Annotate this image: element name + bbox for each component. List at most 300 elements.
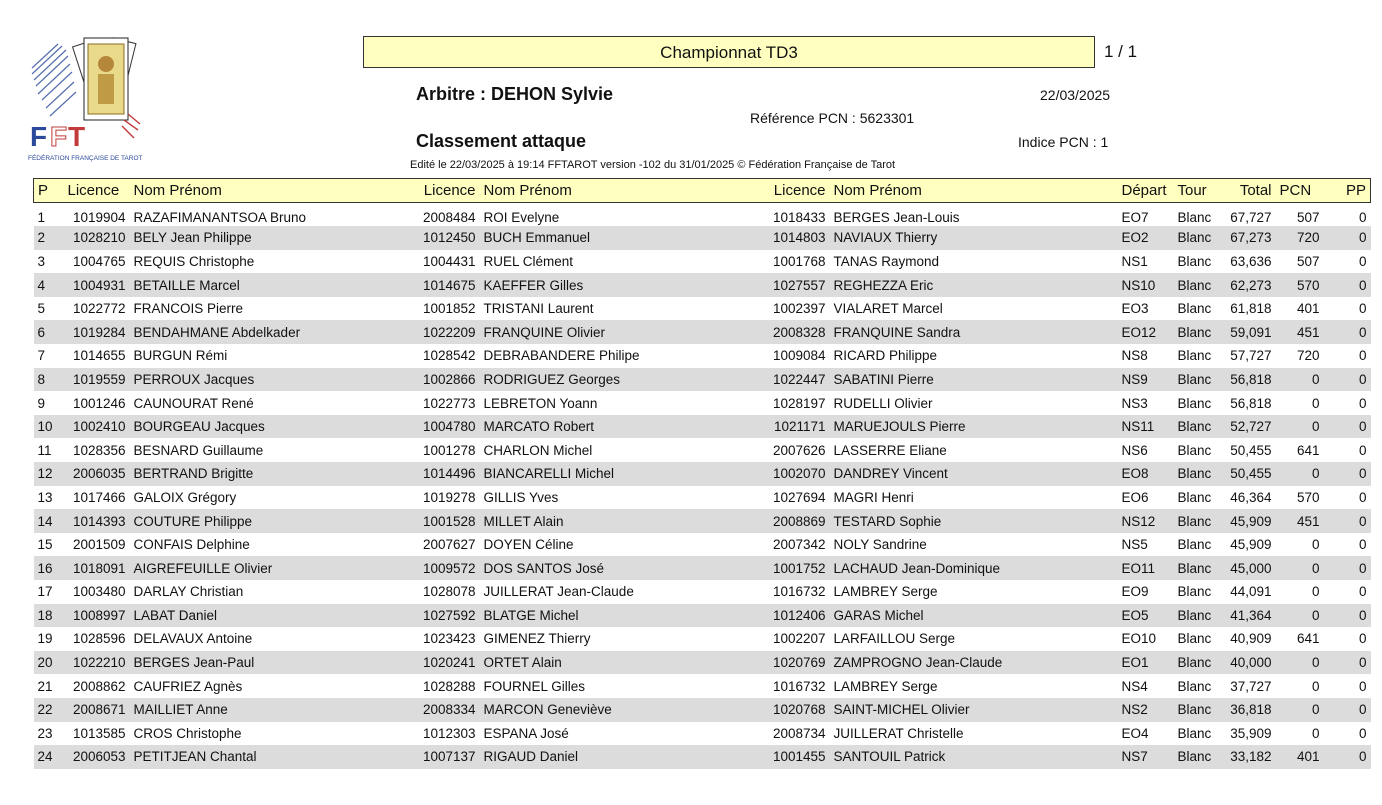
cell-player-3: TESTARD Sophie [833, 513, 942, 529]
cell-tour: Blanc [1177, 513, 1212, 529]
cell-licence-1: 2008671 [72, 702, 126, 718]
cell-rank: 11 [37, 442, 52, 458]
cell-player-1: DARLAY Christian [133, 584, 244, 600]
cell-player-1: COUTURE Philippe [133, 513, 253, 529]
cell-licence-1: 2008862 [72, 678, 126, 694]
cell-depart: NS2 [1121, 702, 1148, 718]
cell-depart: NS3 [1121, 395, 1148, 411]
table-row [34, 722, 1371, 746]
cell-licence-1: 2001509 [72, 537, 126, 553]
column-header-player-2: Nom Prénom [480, 179, 764, 203]
cell-tour: Blanc [1177, 324, 1212, 340]
cell-rank: 19 [37, 631, 53, 647]
column-header-pp: PP [1324, 179, 1371, 203]
cell-licence-3: 1022447 [772, 371, 826, 387]
cell-player-1: GALOIX Grégory [133, 489, 237, 505]
cell-tour: Blanc [1177, 560, 1212, 576]
cell-player-2: MARCON Geneviève [483, 702, 612, 718]
cell-player-1: CROS Christophe [133, 725, 242, 741]
cell-player-2: FOURNEL Gilles [483, 678, 586, 694]
cell-pp: 0 [1358, 702, 1367, 718]
cell-player-1: BOURGEAU Jacques [133, 419, 265, 435]
table-row [34, 344, 1371, 368]
cell-licence-1: 1017466 [72, 489, 126, 505]
cell-tour: Blanc [1177, 277, 1212, 293]
cell-tour: Blanc [1177, 655, 1212, 671]
cell-depart: EO8 [1121, 466, 1149, 482]
cell-licence-1: 1019559 [72, 371, 126, 387]
cell-depart: EO9 [1121, 584, 1149, 600]
cell-player-2: GIMENEZ Thierry [483, 631, 591, 647]
cell-pcn: 0 [1311, 419, 1320, 435]
column-header-depart: Départ [1118, 179, 1174, 203]
cell-total: 61,818 [1230, 301, 1272, 317]
cell-licence-2: 1028078 [422, 584, 476, 600]
cell-depart: NS11 [1121, 419, 1155, 435]
cell-pp: 0 [1358, 348, 1367, 364]
cell-licence-1: 1002410 [72, 419, 126, 435]
cell-pp: 0 [1358, 419, 1367, 435]
cell-licence-1: 1022772 [72, 301, 126, 317]
cell-player-3: GARAS Michel [833, 607, 924, 623]
cell-player-3: JUILLERAT Christelle [833, 725, 964, 741]
cell-licence-3: 1002207 [772, 631, 826, 647]
table-header-row [34, 179, 1371, 203]
cell-licence-2: 1022209 [422, 324, 476, 340]
cell-tour: Blanc [1177, 749, 1212, 765]
column-header-licence-3: Licence [764, 179, 830, 203]
cell-tour: Blanc [1177, 348, 1212, 364]
cell-licence-3: 1016732 [772, 584, 826, 600]
cell-player-1: RAZAFIMANANTSOA Bruno [133, 210, 307, 226]
cell-tour: Blanc [1177, 725, 1212, 741]
cell-pcn: 451 [1296, 324, 1320, 340]
table-row [34, 509, 1371, 533]
table-row [34, 674, 1371, 698]
cell-player-2: KAEFFER Gilles [483, 277, 584, 293]
cell-depart: NS5 [1121, 537, 1148, 553]
cell-rank: 20 [37, 655, 53, 671]
page-title: Championnat TD3 [363, 36, 1095, 68]
cell-licence-3: 1001768 [772, 253, 826, 269]
cell-licence-3: 2007626 [772, 442, 826, 458]
cell-pcn: 507 [1296, 253, 1320, 269]
cell-licence-1: 1028210 [72, 230, 126, 246]
cell-licence-2: 1014675 [422, 277, 476, 293]
cell-pp: 0 [1358, 655, 1367, 671]
cell-pcn: 0 [1311, 395, 1320, 411]
svg-text:F: F [50, 121, 68, 152]
cell-tour: Blanc [1177, 301, 1212, 317]
cell-player-1: BESNARD Guillaume [133, 442, 264, 458]
cell-player-2: RODRIGUEZ Georges [483, 371, 621, 387]
cell-licence-1: 1008997 [72, 607, 126, 623]
cell-licence-2: 1023423 [422, 631, 476, 647]
cell-player-2: CHARLON Michel [483, 442, 593, 458]
cell-player-3: REGHEZZA Eric [833, 277, 934, 293]
table-row [34, 250, 1371, 274]
table-row [34, 486, 1371, 510]
cell-pp: 0 [1358, 489, 1367, 505]
cell-licence-3: 1002397 [772, 301, 826, 317]
cell-pcn: 570 [1296, 277, 1320, 293]
cell-licence-1: 1013585 [72, 725, 126, 741]
cell-depart: EO7 [1121, 210, 1149, 226]
column-header-player-1: Nom Prénom [130, 179, 414, 203]
cell-player-2: LEBRETON Yoann [483, 395, 598, 411]
cell-licence-2: 1019278 [422, 489, 476, 505]
cell-total: 56,818 [1230, 395, 1272, 411]
cell-licence-1: 1022210 [72, 655, 126, 671]
cell-licence-2: 1004431 [422, 253, 476, 269]
cell-player-1: CAUFRIEZ Agnès [133, 678, 243, 694]
cell-depart: NS7 [1121, 749, 1148, 765]
cell-pp: 0 [1358, 230, 1367, 246]
cell-rank: 4 [37, 277, 46, 293]
cell-pp: 0 [1358, 324, 1367, 340]
cell-player-2: FRANQUINE Olivier [483, 324, 606, 340]
cell-rank: 21 [37, 678, 53, 694]
cell-pp: 0 [1358, 210, 1367, 226]
cell-player-1: BELY Jean Philippe [133, 230, 252, 246]
cell-player-3: ZAMPROGNO Jean-Claude [833, 655, 1003, 671]
cell-tour: Blanc [1177, 371, 1212, 387]
cell-licence-2: 1001528 [422, 513, 476, 529]
column-header-tour: Tour [1174, 179, 1226, 203]
cell-depart: EO12 [1121, 324, 1157, 340]
table-row [34, 438, 1371, 462]
cell-rank: 5 [37, 301, 46, 317]
cell-total: 40,000 [1230, 655, 1272, 671]
cell-licence-1: 1014393 [72, 513, 126, 529]
cell-licence-1: 1014655 [72, 348, 126, 364]
cell-pp: 0 [1358, 253, 1367, 269]
cell-depart: NS8 [1121, 348, 1148, 364]
cell-player-3: DANDREY Vincent [833, 466, 948, 482]
cell-depart: EO6 [1121, 489, 1149, 505]
cell-player-2: MILLET Alain [483, 513, 564, 529]
cell-licence-1: 1004931 [72, 277, 126, 293]
cell-total: 50,455 [1230, 466, 1272, 482]
cell-player-3: FRANQUINE Sandra [833, 324, 961, 340]
table-row [34, 651, 1371, 675]
cell-pcn: 401 [1296, 301, 1320, 317]
cell-licence-3: 1018433 [772, 210, 826, 226]
table-row [34, 415, 1371, 439]
edition-note: Edité le 22/03/2025 à 19:14 FFTAROT version -102 du 31/01/2025 © Fédération Française de Tarot [410, 159, 896, 171]
cell-tour: Blanc [1177, 210, 1212, 226]
cell-tour: Blanc [1177, 253, 1212, 269]
cell-licence-3: 2008734 [772, 725, 826, 741]
cell-depart: NS12 [1121, 513, 1156, 529]
cell-licence-3: 1001752 [772, 560, 826, 576]
arbitre-label: Arbitre : DEHON Sylvie [416, 84, 614, 104]
cell-player-3: SAINT-MICHEL Olivier [833, 702, 970, 718]
cell-player-1: AIGREFEUILLE Olivier [133, 560, 273, 576]
cell-player-3: RUDELLI Olivier [833, 395, 933, 411]
report-date: 22/03/2025 [1040, 87, 1111, 103]
cell-pcn: 401 [1296, 749, 1320, 765]
cell-player-2: DOYEN Céline [483, 537, 574, 553]
cell-rank: 22 [37, 702, 53, 718]
pcn-reference: Référence PCN : 5623301 [750, 110, 915, 126]
cell-pp: 0 [1358, 560, 1367, 576]
cell-rank: 14 [37, 513, 53, 529]
cell-pcn: 0 [1311, 607, 1320, 623]
cell-licence-3: 2007342 [772, 537, 826, 553]
cell-licence-2: 1014496 [422, 466, 476, 482]
ranking-title: Classement attaque [416, 131, 587, 151]
column-header-player-3: Nom Prénom [830, 179, 1118, 203]
table-row [34, 203, 1371, 227]
cell-total: 33,182 [1230, 749, 1272, 765]
table-row [34, 627, 1371, 651]
cell-player-2: ROI Evelyne [483, 210, 560, 226]
cell-total: 35,909 [1230, 725, 1272, 741]
table-row [34, 556, 1371, 580]
cell-rank: 18 [37, 607, 53, 623]
cell-pp: 0 [1358, 631, 1367, 647]
cell-licence-3: 1012406 [772, 607, 826, 623]
cell-tour: Blanc [1177, 489, 1212, 505]
column-header-licence-2: Licence [414, 179, 480, 203]
cell-total: 52,727 [1230, 419, 1272, 435]
cell-rank: 16 [37, 560, 53, 576]
cell-licence-3: 1020768 [772, 702, 826, 718]
cell-player-3: TANAS Raymond [833, 253, 940, 269]
table-row [34, 226, 1371, 250]
cell-pp: 0 [1358, 395, 1367, 411]
table-row [34, 391, 1371, 415]
cell-rank: 1 [37, 210, 46, 226]
cell-licence-2: 1028288 [422, 678, 476, 694]
cell-player-3: SABATINI Pierre [833, 371, 934, 387]
column-header-rank: P [34, 179, 64, 203]
table-row [34, 698, 1371, 722]
cell-tour: Blanc [1177, 584, 1212, 600]
cell-total: 40,909 [1230, 631, 1272, 647]
table-row [34, 745, 1371, 769]
column-header-total: Total [1226, 179, 1276, 203]
cell-player-2: BUCH Emmanuel [483, 230, 591, 246]
cell-pcn: 720 [1296, 348, 1320, 364]
cell-total: 59,091 [1230, 324, 1272, 340]
table-row [34, 462, 1371, 486]
cell-tour: Blanc [1177, 631, 1212, 647]
cell-pcn: 0 [1311, 537, 1320, 553]
cell-player-3: MAGRI Henri [833, 489, 914, 505]
cell-player-3: RICARD Philippe [833, 348, 938, 364]
cell-pp: 0 [1358, 678, 1367, 694]
cell-player-1: REQUIS Christophe [133, 253, 255, 269]
cell-total: 37,727 [1230, 678, 1272, 694]
cell-pp: 0 [1358, 277, 1367, 293]
cell-pcn: 0 [1311, 466, 1320, 482]
table-row [34, 580, 1371, 604]
cell-pcn: 507 [1296, 210, 1320, 226]
cell-player-2: RIGAUD Daniel [483, 749, 579, 765]
cell-pp: 0 [1358, 607, 1367, 623]
cell-tour: Blanc [1177, 702, 1212, 718]
cell-player-2: MARCATO Robert [483, 419, 595, 435]
cell-player-3: MARUEJOULS Pierre [833, 419, 966, 435]
cell-licence-2: 1009572 [422, 560, 476, 576]
cell-player-1: PERROUX Jacques [133, 371, 255, 387]
cell-player-1: CAUNOURAT René [133, 395, 254, 411]
cell-rank: 6 [37, 324, 46, 340]
cell-licence-1: 1028596 [72, 631, 126, 647]
cell-total: 44,091 [1230, 584, 1272, 600]
cell-depart: EO11 [1121, 560, 1156, 576]
cell-licence-3: 1021171 [773, 419, 826, 435]
cell-player-1: PETITJEAN Chantal [133, 749, 257, 765]
cell-player-1: BERTRAND Brigitte [133, 466, 254, 482]
cell-player-3: NAVIAUX Thierry [833, 230, 938, 246]
cell-rank: 17 [37, 584, 53, 600]
cell-player-3: NOLY Sandrine [833, 537, 927, 553]
cell-tour: Blanc [1177, 230, 1212, 246]
cell-pcn: 641 [1296, 442, 1320, 458]
cell-depart: EO5 [1121, 607, 1149, 623]
cell-licence-2: 1028542 [422, 348, 476, 364]
cell-player-3: LAMBREY Serge [833, 678, 938, 694]
cell-tour: Blanc [1177, 395, 1212, 411]
cell-pcn: 720 [1296, 230, 1320, 246]
cell-total: 63,636 [1230, 253, 1272, 269]
cell-player-3: VIALARET Marcel [833, 301, 943, 317]
cell-pp: 0 [1358, 725, 1367, 741]
cell-rank: 7 [37, 348, 46, 364]
cell-pcn: 451 [1296, 513, 1320, 529]
cell-licence-2: 1004780 [422, 419, 476, 435]
cell-pcn: 0 [1311, 655, 1320, 671]
svg-text:FÉDÉRATION FRANÇAISE DE TAROT: FÉDÉRATION FRANÇAISE DE TAROT [28, 155, 143, 162]
cell-licence-3: 1009084 [772, 348, 826, 364]
cell-player-2: DEBRABANDERE Philipe [483, 348, 640, 364]
cell-total: 36,818 [1230, 702, 1272, 718]
cell-pp: 0 [1358, 584, 1367, 600]
cell-licence-1: 1003480 [72, 584, 126, 600]
cell-licence-1: 2006053 [72, 749, 126, 765]
cell-licence-2: 1002866 [422, 371, 476, 387]
cell-licence-2: 1012303 [422, 725, 476, 741]
cell-depart: NS1 [1121, 253, 1148, 269]
cell-licence-1: 1028356 [72, 442, 126, 458]
cell-tour: Blanc [1177, 442, 1212, 458]
cell-player-1: DELAVAUX Antoine [133, 631, 253, 647]
cell-licence-3: 1002070 [772, 466, 826, 482]
cell-depart: EO10 [1121, 631, 1157, 647]
cell-player-1: FRANCOIS Pierre [133, 301, 244, 317]
cell-player-1: BETAILLE Marcel [133, 277, 240, 293]
cell-player-1: BERGES Jean-Paul [133, 655, 255, 671]
table-row [34, 320, 1371, 344]
cell-player-2: JUILLERAT Jean-Claude [483, 584, 634, 600]
cell-licence-2: 2008484 [422, 210, 476, 226]
cell-licence-3: 1014803 [772, 230, 826, 246]
cell-licence-3: 1016732 [772, 678, 826, 694]
cell-depart: NS9 [1121, 371, 1148, 387]
table-row [34, 273, 1371, 297]
cell-pcn: 0 [1311, 371, 1320, 387]
cell-player-3: LASSERRE Eliane [833, 442, 947, 458]
cell-licence-1: 1001246 [72, 395, 126, 411]
table-row [34, 297, 1371, 321]
cell-licence-1: 1018091 [72, 560, 126, 576]
cell-rank: 13 [37, 489, 53, 505]
cell-rank: 24 [37, 749, 53, 765]
cell-depart: EO2 [1121, 230, 1149, 246]
fft-logo [28, 34, 148, 166]
cell-total: 41,364 [1230, 607, 1272, 623]
cell-player-1: MAILLIET Anne [133, 702, 228, 718]
cell-rank: 8 [37, 371, 46, 387]
cell-rank: 10 [37, 419, 53, 435]
cell-licence-2: 1027592 [422, 607, 476, 623]
table-row [34, 533, 1371, 557]
cell-pcn: 0 [1311, 560, 1320, 576]
cell-total: 45,909 [1230, 537, 1272, 553]
cell-licence-3: 1020769 [772, 655, 826, 671]
cell-depart: NS6 [1121, 442, 1148, 458]
cell-player-2: ORTET Alain [483, 655, 562, 671]
cell-player-1: CONFAIS Delphine [133, 537, 250, 553]
cell-tour: Blanc [1177, 419, 1212, 435]
cell-player-3: LARFAILLOU Serge [833, 631, 956, 647]
cell-tour: Blanc [1177, 607, 1212, 623]
cell-total: 62,273 [1230, 277, 1272, 293]
cell-pcn: 570 [1296, 489, 1320, 505]
cell-tour: Blanc [1177, 466, 1212, 482]
cell-player-3: BERGES Jean-Louis [833, 210, 960, 226]
cell-tour: Blanc [1177, 678, 1212, 694]
cell-player-2: GILLIS Yves [483, 489, 559, 505]
cell-player-1: BURGUN Rémi [133, 348, 228, 364]
cell-total: 50,455 [1230, 442, 1272, 458]
cell-pcn: 641 [1296, 631, 1320, 647]
cell-player-2: BLATGE Michel [483, 607, 579, 623]
svg-text:T: T [68, 121, 86, 152]
cell-licence-2: 2007627 [422, 537, 476, 553]
cell-player-1: BENDAHMANE Abdelkader [133, 324, 301, 340]
cell-player-2: RUEL Clément [483, 253, 574, 269]
cell-licence-2: 1012450 [422, 230, 476, 246]
cell-depart: EO1 [1121, 655, 1149, 671]
cell-depart: EO4 [1121, 725, 1149, 741]
cell-licence-2: 2008334 [422, 702, 476, 718]
cell-pcn: 0 [1311, 678, 1320, 694]
cell-total: 57,727 [1230, 348, 1272, 364]
cell-pcn: 0 [1311, 725, 1320, 741]
cell-licence-1: 2006035 [72, 466, 126, 482]
cell-licence-2: 1001278 [422, 442, 476, 458]
cell-pp: 0 [1358, 513, 1367, 529]
cell-total: 45,909 [1230, 513, 1272, 529]
cell-player-3: LACHAUD Jean-Dominique [833, 560, 1001, 576]
cell-licence-3: 1027694 [772, 489, 826, 505]
table-row [34, 604, 1371, 628]
cell-licence-1: 1019284 [72, 324, 126, 340]
cell-licence-3: 1027557 [772, 277, 826, 293]
cell-rank: 15 [37, 537, 53, 553]
cell-depart: NS4 [1121, 678, 1148, 694]
cell-pp: 0 [1358, 442, 1367, 458]
cell-licence-1: 1019904 [72, 210, 126, 226]
cell-rank: 23 [37, 725, 53, 741]
cell-pp: 0 [1358, 749, 1367, 765]
cell-depart: EO3 [1121, 301, 1149, 317]
cell-player-3: SANTOUIL Patrick [833, 749, 946, 765]
